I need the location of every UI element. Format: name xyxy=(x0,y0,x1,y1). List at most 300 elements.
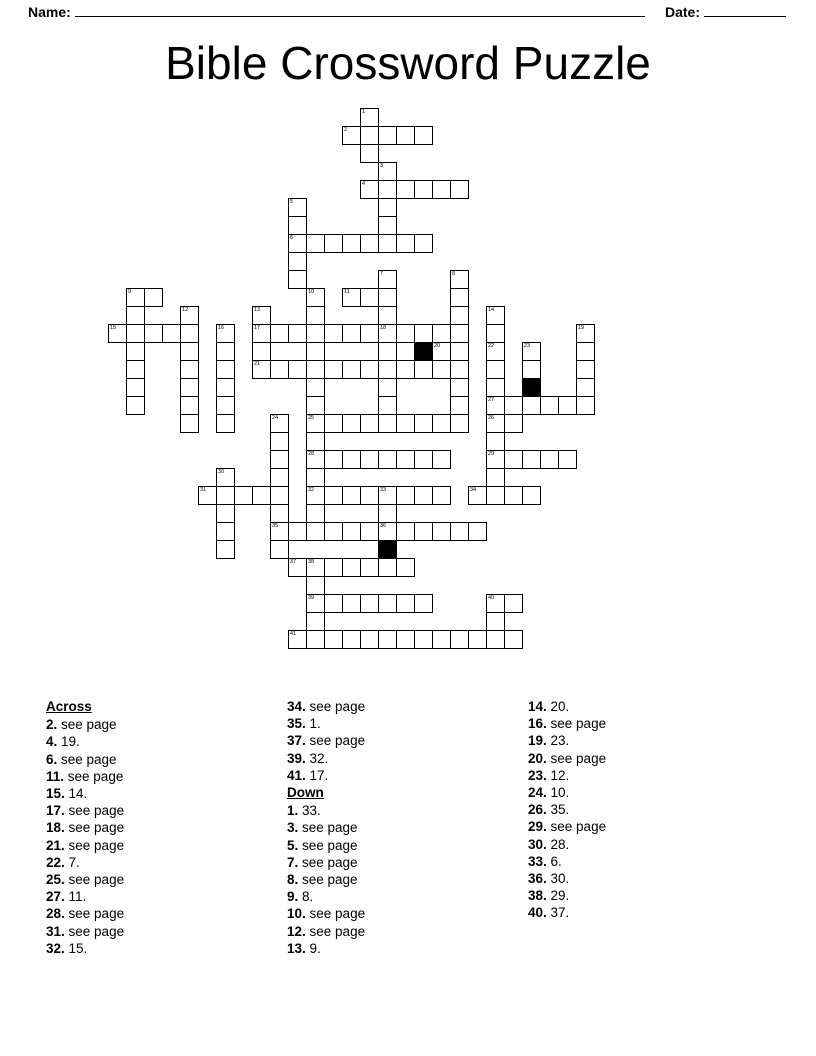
grid-cell[interactable] xyxy=(504,630,523,649)
grid-cell[interactable] xyxy=(450,342,469,361)
grid-cell[interactable] xyxy=(432,180,451,199)
clue-text: 10. xyxy=(546,785,570,801)
grid-cell[interactable] xyxy=(324,522,343,541)
grid-cell[interactable] xyxy=(486,630,505,649)
grid-cell[interactable] xyxy=(360,180,379,199)
grid-cell[interactable] xyxy=(288,252,307,271)
grid-cell[interactable] xyxy=(162,324,181,343)
grid-cell[interactable] xyxy=(126,396,145,415)
grid-cell[interactable] xyxy=(360,324,379,343)
grid-cell[interactable] xyxy=(180,396,199,415)
grid-cell[interactable] xyxy=(432,522,451,541)
clue-number: 25. xyxy=(46,872,65,888)
grid-cell-number: 11 xyxy=(344,289,350,295)
grid-cell[interactable] xyxy=(342,522,361,541)
grid-cell[interactable] xyxy=(486,594,505,613)
clue-number: 16. xyxy=(528,716,547,732)
grid-cell[interactable] xyxy=(414,594,433,613)
grid-cell-number: 8 xyxy=(452,271,456,277)
grid-cell[interactable] xyxy=(342,486,361,505)
grid-cell[interactable] xyxy=(486,450,505,469)
grid-cell[interactable] xyxy=(378,342,397,361)
down-clue xyxy=(528,836,768,853)
grid-cell[interactable] xyxy=(126,378,145,397)
grid-cell[interactable] xyxy=(216,540,235,559)
grid-cell-number: 24 xyxy=(272,415,279,421)
grid-cell[interactable] xyxy=(378,198,397,217)
clue-text: 17. xyxy=(305,767,329,783)
grid-cell[interactable] xyxy=(522,396,541,415)
grid-cell[interactable] xyxy=(432,450,451,469)
grid-cell[interactable] xyxy=(450,414,469,433)
grid-cell-number: 16 xyxy=(218,325,225,331)
grid-cell[interactable] xyxy=(342,414,361,433)
grid-cell[interactable] xyxy=(288,360,307,379)
grid-cell[interactable] xyxy=(468,522,487,541)
grid-cell[interactable] xyxy=(378,630,397,649)
grid-cell[interactable] xyxy=(126,324,145,343)
grid-cell[interactable] xyxy=(414,630,433,649)
grid-cell[interactable] xyxy=(522,486,541,505)
clue-text: 20. xyxy=(546,699,570,714)
grid-cell[interactable] xyxy=(252,486,271,505)
grid-cell[interactable] xyxy=(216,342,235,361)
clue-number: 39. xyxy=(287,750,306,766)
grid-cell[interactable] xyxy=(324,486,343,505)
clue-number: 6. xyxy=(46,751,58,767)
grid-cell[interactable] xyxy=(360,414,379,433)
grid-cell[interactable] xyxy=(396,522,415,541)
grid-cell[interactable] xyxy=(486,414,505,433)
grid-cell[interactable] xyxy=(306,504,325,523)
grid-cell[interactable] xyxy=(288,216,307,235)
grid-cell-number: 2 xyxy=(344,127,348,133)
grid-cell[interactable] xyxy=(306,594,325,613)
grid-cell[interactable] xyxy=(396,126,415,145)
grid-cell[interactable] xyxy=(306,576,325,595)
down-clue xyxy=(528,887,768,904)
clue-number: 29. xyxy=(528,819,547,835)
grid-cell[interactable] xyxy=(486,378,505,397)
clue-text: see page xyxy=(298,854,358,870)
clue-text: see page xyxy=(546,750,607,766)
grid-cell[interactable] xyxy=(144,288,163,307)
grid-cell[interactable] xyxy=(180,414,199,433)
clue-number: 15. xyxy=(46,786,65,802)
grid-cell[interactable] xyxy=(378,414,397,433)
clue-number: 41. xyxy=(287,767,306,783)
grid-cell[interactable] xyxy=(576,342,595,361)
grid-cell[interactable] xyxy=(306,414,325,433)
grid-cell-number: 9 xyxy=(128,289,132,295)
grid-cell[interactable] xyxy=(378,324,397,343)
grid-cell[interactable] xyxy=(432,324,451,343)
clue-text: 1. xyxy=(305,716,321,732)
grid-cell[interactable] xyxy=(468,630,487,649)
grid-cell[interactable] xyxy=(576,360,595,379)
grid-cell-number: 32 xyxy=(308,487,315,493)
down-clue xyxy=(287,905,528,922)
grid-cell[interactable] xyxy=(450,630,469,649)
grid-cell[interactable] xyxy=(288,558,307,577)
name-write-line[interactable] xyxy=(75,4,645,17)
grid-cell[interactable] xyxy=(432,486,451,505)
grid-cell[interactable] xyxy=(486,360,505,379)
grid-cell[interactable] xyxy=(306,288,325,307)
grid-cell[interactable] xyxy=(216,522,235,541)
grid-cell[interactable] xyxy=(450,522,469,541)
down-clue xyxy=(287,940,528,957)
grid-cell[interactable] xyxy=(414,450,433,469)
grid-cell[interactable] xyxy=(324,324,343,343)
grid-cell[interactable] xyxy=(360,126,379,145)
grid-cell-number: 5 xyxy=(290,199,294,205)
grid-cell[interactable] xyxy=(306,396,325,415)
grid-cell[interactable] xyxy=(450,360,469,379)
grid-cell[interactable] xyxy=(342,360,361,379)
grid-cell-number: 1 xyxy=(362,109,366,115)
grid-cell[interactable] xyxy=(396,558,415,577)
grid-cell[interactable] xyxy=(126,342,145,361)
grid-cell[interactable] xyxy=(270,540,289,559)
grid-cell[interactable] xyxy=(486,486,505,505)
grid-cell[interactable] xyxy=(270,360,289,379)
grid-cell[interactable] xyxy=(378,360,397,379)
grid-cell[interactable] xyxy=(180,360,199,379)
grid-cell[interactable] xyxy=(522,360,541,379)
grid-cell[interactable] xyxy=(486,306,505,325)
grid-cell[interactable] xyxy=(216,486,235,505)
grid-cell[interactable] xyxy=(558,450,577,469)
grid-cell[interactable] xyxy=(252,306,271,325)
grid-cell[interactable] xyxy=(414,414,433,433)
grid-cell[interactable] xyxy=(306,360,325,379)
grid-cell[interactable] xyxy=(234,486,253,505)
grid-cell-number: 25 xyxy=(308,415,315,421)
grid-cell[interactable] xyxy=(306,234,325,253)
clue-text: 6. xyxy=(546,853,562,869)
across-clue xyxy=(287,767,528,784)
grid-cell[interactable] xyxy=(486,324,505,343)
grid-cell[interactable] xyxy=(270,414,289,433)
grid-block xyxy=(414,342,433,361)
grid-cell[interactable] xyxy=(396,180,415,199)
across-clue xyxy=(46,888,287,905)
grid-cell[interactable] xyxy=(126,360,145,379)
grid-cell[interactable] xyxy=(486,432,505,451)
grid-cell[interactable] xyxy=(576,396,595,415)
down-clue xyxy=(287,837,528,854)
across-clue xyxy=(46,905,287,922)
grid-cell[interactable] xyxy=(414,486,433,505)
grid-cell[interactable] xyxy=(324,558,343,577)
across-clue xyxy=(46,923,287,940)
grid-cell-number: 38 xyxy=(308,559,315,565)
grid-cell[interactable] xyxy=(306,612,325,631)
grid-cell[interactable] xyxy=(360,144,379,163)
clue-number: 28. xyxy=(46,906,65,922)
clues-column-2 xyxy=(287,698,528,957)
grid-cell[interactable] xyxy=(378,378,397,397)
grid-cell[interactable] xyxy=(450,288,469,307)
grid-cell[interactable] xyxy=(540,450,559,469)
grid-cell[interactable] xyxy=(180,324,199,343)
grid-cell[interactable] xyxy=(450,306,469,325)
grid-cell[interactable] xyxy=(378,234,397,253)
grid-cell[interactable] xyxy=(522,450,541,469)
grid-cell[interactable] xyxy=(486,396,505,415)
grid-cell-number: 35 xyxy=(272,523,279,529)
grid-cell[interactable] xyxy=(342,288,361,307)
grid-cell[interactable] xyxy=(324,234,343,253)
down-clue xyxy=(287,854,528,871)
down-clue xyxy=(287,888,528,905)
down-clue xyxy=(528,732,768,749)
grid-cell[interactable] xyxy=(126,306,145,325)
grid-cell[interactable] xyxy=(306,306,325,325)
grid-cell[interactable] xyxy=(396,486,415,505)
clue-text: 9. xyxy=(305,940,321,956)
grid-cell[interactable] xyxy=(270,468,289,487)
grid-cell[interactable] xyxy=(378,594,397,613)
grid-cell[interactable] xyxy=(252,360,271,379)
grid-cell[interactable] xyxy=(324,360,343,379)
clue-number: 13. xyxy=(287,940,306,956)
grid-cell[interactable] xyxy=(522,342,541,361)
grid-cell-number: 6 xyxy=(290,235,294,241)
grid-cell[interactable] xyxy=(324,450,343,469)
grid-cell[interactable] xyxy=(270,324,289,343)
grid-cell[interactable] xyxy=(486,468,505,487)
clue-text: 33. xyxy=(298,803,321,819)
grid-cell[interactable] xyxy=(468,486,487,505)
clue-text: see page xyxy=(298,872,358,888)
crossword-grid[interactable] xyxy=(108,108,708,688)
grid-cell-number: 17 xyxy=(254,325,261,331)
grid-cell[interactable] xyxy=(342,450,361,469)
grid-cell[interactable] xyxy=(396,234,415,253)
grid-cell[interactable] xyxy=(252,324,271,343)
grid-cell[interactable] xyxy=(306,450,325,469)
grid-cell[interactable] xyxy=(216,468,235,487)
grid-cell[interactable] xyxy=(450,396,469,415)
grid-cell[interactable] xyxy=(360,108,379,127)
grid-cell[interactable] xyxy=(450,324,469,343)
grid-cell[interactable] xyxy=(342,324,361,343)
clue-text: 30. xyxy=(546,871,570,887)
grid-cell[interactable] xyxy=(414,324,433,343)
grid-cell[interactable] xyxy=(378,162,397,181)
grid-cell[interactable] xyxy=(432,360,451,379)
grid-cell[interactable] xyxy=(306,378,325,397)
grid-cell[interactable] xyxy=(126,288,145,307)
clue-number: 21. xyxy=(46,837,65,853)
grid-cell[interactable] xyxy=(180,378,199,397)
down-clue-list-part2 xyxy=(528,698,768,922)
date-write-line[interactable] xyxy=(704,4,786,17)
grid-cell[interactable] xyxy=(144,324,163,343)
grid-cell[interactable] xyxy=(504,486,523,505)
date-label: Date: xyxy=(664,4,700,20)
grid-cell[interactable] xyxy=(306,486,325,505)
clue-text: see page xyxy=(64,768,124,784)
grid-cell[interactable] xyxy=(270,522,289,541)
grid-cell[interactable] xyxy=(378,396,397,415)
grid-cell[interactable] xyxy=(378,486,397,505)
grid-cell[interactable] xyxy=(504,594,523,613)
grid-cell[interactable] xyxy=(360,594,379,613)
grid-cell[interactable] xyxy=(306,342,325,361)
clue-text: 28. xyxy=(546,836,570,852)
grid-cell[interactable] xyxy=(360,288,379,307)
grid-cell[interactable] xyxy=(396,360,415,379)
grid-cell[interactable] xyxy=(198,486,217,505)
grid-cell[interactable] xyxy=(270,450,289,469)
clue-number: 33. xyxy=(528,853,547,869)
grid-cell[interactable] xyxy=(288,522,307,541)
grid-cell[interactable] xyxy=(360,522,379,541)
clue-number: 30. xyxy=(528,836,547,852)
grid-cell[interactable] xyxy=(306,522,325,541)
grid-cell[interactable] xyxy=(270,504,289,523)
grid-cell[interactable] xyxy=(414,126,433,145)
grid-cell[interactable] xyxy=(342,594,361,613)
grid-cell[interactable] xyxy=(216,378,235,397)
grid-cell[interactable] xyxy=(414,180,433,199)
grid-cell[interactable] xyxy=(378,522,397,541)
grid-cell[interactable] xyxy=(216,396,235,415)
grid-cell[interactable] xyxy=(396,450,415,469)
clue-number: 22. xyxy=(46,854,65,870)
grid-cell-number: 29 xyxy=(488,451,495,457)
grid-cell[interactable] xyxy=(558,396,577,415)
grid-cell[interactable] xyxy=(216,360,235,379)
grid-cell[interactable] xyxy=(504,450,523,469)
grid-cell[interactable] xyxy=(288,630,307,649)
grid-cell[interactable] xyxy=(288,270,307,289)
grid-cell[interactable] xyxy=(576,324,595,343)
grid-cell[interactable] xyxy=(306,558,325,577)
grid-cell[interactable] xyxy=(360,360,379,379)
grid-cell[interactable] xyxy=(324,414,343,433)
grid-cell[interactable] xyxy=(414,522,433,541)
clue-text: 37. xyxy=(546,905,570,921)
grid-cell[interactable] xyxy=(540,396,559,415)
grid-cell[interactable] xyxy=(324,630,343,649)
across-clue xyxy=(46,733,287,750)
grid-cell[interactable] xyxy=(396,324,415,343)
grid-cell[interactable] xyxy=(378,126,397,145)
clues-column-3 xyxy=(528,698,768,957)
grid-cell[interactable] xyxy=(306,468,325,487)
grid-cell[interactable] xyxy=(450,378,469,397)
grid-cell[interactable] xyxy=(360,234,379,253)
grid-cell-number: 36 xyxy=(380,523,387,529)
grid-cell[interactable] xyxy=(288,324,307,343)
clue-text: see page xyxy=(64,820,125,836)
grid-cell[interactable] xyxy=(360,630,379,649)
grid-cell[interactable] xyxy=(432,414,451,433)
grid-cell[interactable] xyxy=(342,558,361,577)
grid-cell[interactable] xyxy=(378,270,397,289)
grid-cell[interactable] xyxy=(486,612,505,631)
grid-cell[interactable] xyxy=(504,414,523,433)
grid-cell[interactable] xyxy=(360,558,379,577)
grid-cell[interactable] xyxy=(396,414,415,433)
clue-number: 36. xyxy=(528,871,547,887)
grid-cell[interactable] xyxy=(180,342,199,361)
grid-cell[interactable] xyxy=(180,306,199,325)
grid-cell[interactable] xyxy=(396,630,415,649)
grid-cell[interactable] xyxy=(378,288,397,307)
grid-cell[interactable] xyxy=(450,270,469,289)
grid-cell[interactable] xyxy=(306,324,325,343)
grid-cell[interactable] xyxy=(378,216,397,235)
grid-cell[interactable] xyxy=(432,630,451,649)
grid-cell[interactable] xyxy=(504,396,523,415)
clue-text: see page xyxy=(546,819,607,835)
grid-cell[interactable] xyxy=(432,342,451,361)
clue-text: 12. xyxy=(546,767,570,783)
grid-cell[interactable] xyxy=(306,630,325,649)
grid-cell[interactable] xyxy=(342,234,361,253)
grid-cell[interactable] xyxy=(576,378,595,397)
clue-text: see page xyxy=(64,923,125,939)
grid-cell[interactable] xyxy=(216,324,235,343)
grid-cell[interactable] xyxy=(108,324,127,343)
grid-cell[interactable] xyxy=(288,198,307,217)
grid-cell[interactable] xyxy=(450,180,469,199)
grid-cell[interactable] xyxy=(378,450,397,469)
grid-cell[interactable] xyxy=(360,450,379,469)
across-clue xyxy=(287,698,528,715)
down-heading: Down xyxy=(287,785,324,801)
grid-cell[interactable] xyxy=(378,504,397,523)
grid-cell-number: 19 xyxy=(578,325,585,331)
grid-cell[interactable] xyxy=(414,360,433,379)
grid-cell[interactable] xyxy=(252,342,271,361)
clue-text: see page xyxy=(305,923,366,939)
clue-number: 11. xyxy=(46,768,65,784)
grid-cell[interactable] xyxy=(486,342,505,361)
across-clue xyxy=(46,751,287,768)
grid-cell[interactable] xyxy=(414,234,433,253)
clue-number: 24. xyxy=(528,785,547,801)
grid-cell[interactable] xyxy=(378,180,397,199)
grid-cell[interactable] xyxy=(324,594,343,613)
grid-cell[interactable] xyxy=(378,306,397,325)
grid-cell[interactable] xyxy=(396,594,415,613)
grid-cell[interactable] xyxy=(216,504,235,523)
grid-cell[interactable] xyxy=(270,486,289,505)
clue-number: 5. xyxy=(287,837,299,853)
grid-cell-number: 31 xyxy=(200,487,207,493)
grid-cell[interactable] xyxy=(378,558,397,577)
clue-number: 23. xyxy=(528,767,547,783)
grid-cell[interactable] xyxy=(342,630,361,649)
grid-cell[interactable] xyxy=(216,414,235,433)
grid-cell[interactable] xyxy=(270,432,289,451)
clue-number: 2. xyxy=(46,717,58,733)
clue-text: see page xyxy=(64,906,125,922)
grid-cell-number: 28 xyxy=(308,451,315,457)
down-clue xyxy=(287,802,528,819)
grid-cell[interactable] xyxy=(288,234,307,253)
grid-cell[interactable] xyxy=(306,432,325,451)
clue-number: 35. xyxy=(287,716,306,732)
grid-cell[interactable] xyxy=(342,126,361,145)
grid-cell[interactable] xyxy=(360,486,379,505)
